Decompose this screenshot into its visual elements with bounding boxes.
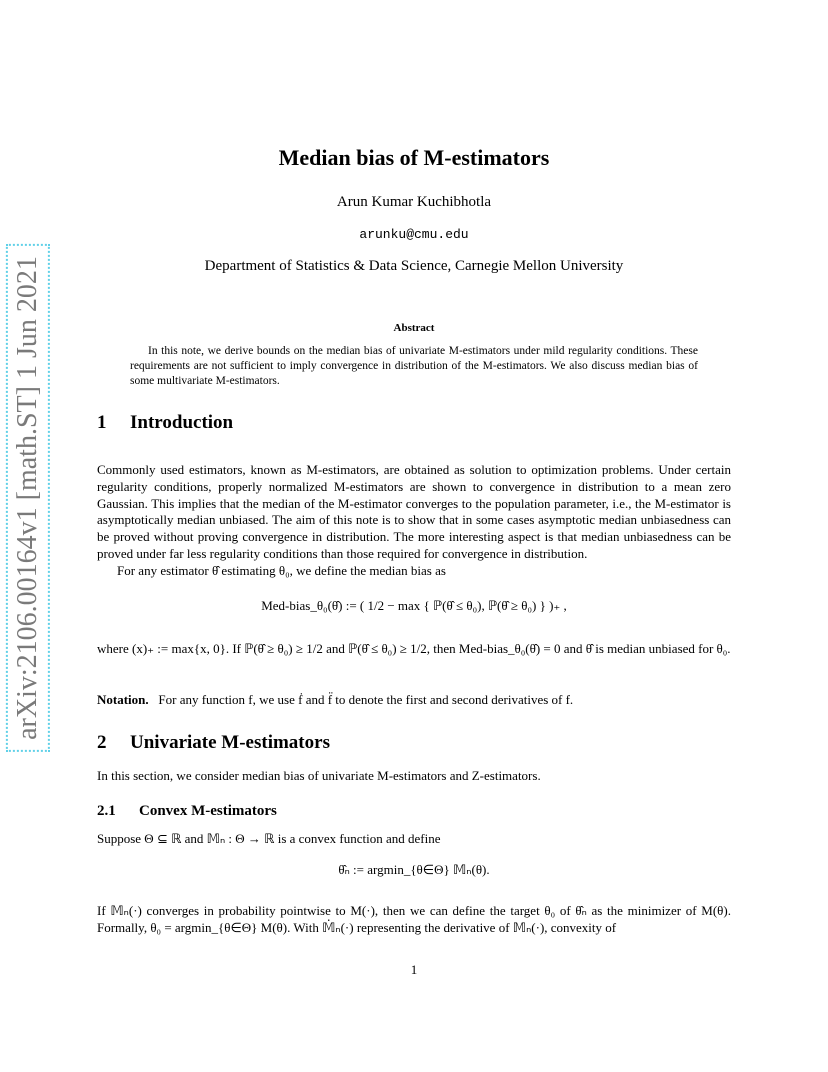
author-email: arunku@cmu.edu xyxy=(359,227,469,242)
subsection-number: 2.1 xyxy=(97,803,116,819)
subsection-heading-convex xyxy=(97,803,277,820)
intro-paragraph-3: where (x)₊ := max{x, 0}. If ℙ(θ̂ ≥ θ₀) ≥ 1/2 and ℙ(θ̂ ≤ θ₀) ≥ 1/2, then Med-bias_θ₀(θ̂) = 0 and θ̂ is median unbiased for θ₀. xyxy=(97,641,731,656)
notation-paragraph xyxy=(97,692,731,709)
author-affiliation: Department of Statistics & Data Science, Carnegie Mellon University xyxy=(204,258,624,274)
convex-paragraph-2: If 𝕄ₙ(·) converges in probability pointwise to M(·), then we can define the target θ₀ of θ̂ₙ as the minimizer of M(θ). Formally, θ₀ = argmin_{θ∈Θ} M(θ). With 𝕄̇ₙ(·) representing the derivative of 𝕄ₙ(·), convexity of xyxy=(97,903,731,935)
arxiv-identifier: arXiv:2106.00164v1 [math.ST] 1 Jun 2021 xyxy=(6,244,50,752)
section-number: 1 xyxy=(97,412,107,433)
notation-label: Notation. xyxy=(97,692,149,707)
intro-paragraph-2: For any estimator θ̂ estimating θ₀, we define the median bias as xyxy=(117,563,446,578)
section-heading-introduction xyxy=(97,412,233,434)
abstract-text: In this note, we derive bounds on the median bias of univariate M-estimators under mild regularity conditions. These requirements are not sufficient to imply convergence in distribution of the M-estimators. We also discuss median bias of some multivariate M-estimators. xyxy=(130,345,698,387)
section-title: Introduction xyxy=(130,412,234,433)
section-title: Univariate M-estimators xyxy=(130,732,330,753)
page-number: 1 xyxy=(410,962,418,977)
subsection-title: Convex M-estimators xyxy=(139,803,277,819)
section-heading-univariate xyxy=(97,732,330,754)
abstract-heading: Abstract xyxy=(393,322,435,334)
author-name: Arun Kumar Kuchibhotla xyxy=(336,194,492,210)
section-number: 2 xyxy=(97,732,107,753)
paper-title: Median bias of M-estimators xyxy=(278,145,550,170)
equation-argmin: θ̂ₙ := argmin_{θ∈Θ} 𝕄ₙ(θ). xyxy=(338,862,490,877)
convex-paragraph-1: Suppose Θ ⊆ ℝ and 𝕄ₙ : Θ → ℝ is a convex function and define xyxy=(97,831,441,846)
notation-text: For any function f, we use ḟ and f̈ to denote the first and second derivatives of f. xyxy=(158,692,574,707)
equation-median-bias: Med-bias_θ₀(θ̂) := ( 1/2 − max { ℙ(θ̂ ≤ θ₀), ℙ(θ̂ ≥ θ₀) } )₊ , xyxy=(261,598,567,613)
univariate-paragraph-1: In this section, we consider median bias of univariate M-estimators and Z-estimators. xyxy=(97,768,541,783)
intro-paragraph-1: Commonly used estimators, known as M-estimators, are obtained as solution to optimization problems. Under certain regularity conditions, properly normalized M-estimators are shown to convergence in distribution to a mean zero Gaussian. This implies that the median of the M-estimator converges to the population parameter, i.e., the M-estimator is asymptotically median unbiased. The aim of this note is to show that in some cases asymptotic median unbiasedness can be proved without proving convergence in distribution. The more interesting aspect is that median unbiasedness can be proved under far less regularity conditions than those required for convergence in distribution. xyxy=(97,462,731,561)
